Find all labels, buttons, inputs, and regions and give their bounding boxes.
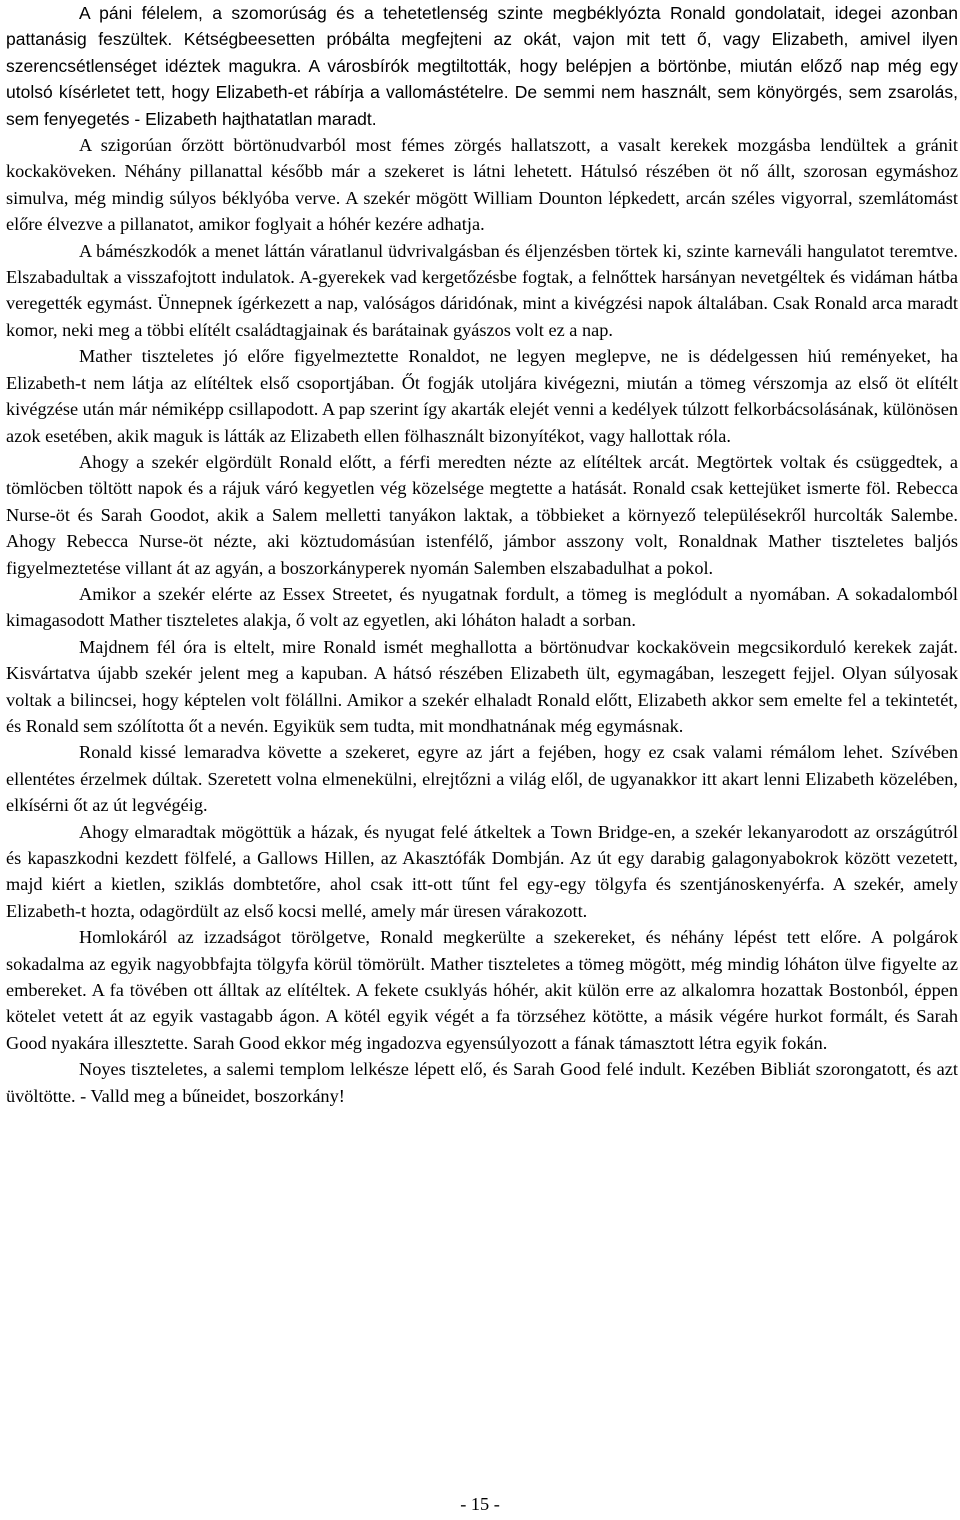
- paragraph-5: Ahogy a szekér elgördült Ronald előtt, a férfi meredten nézte az elítéltek arcát. Megtörtek voltak és csüggedtek, a tömlöcben töltött napok és a rájuk váró kegyetlen vég közelsége megtette a hatását. Ronald csak kettejüket ismerte föl. Rebecca Nurse-öt és Sarah Goodot, akik a Salem melletti tanyákon laktak, a többieket a környező településekről hurcolták Salembe. Ahogy Rebecca Nurse-öt nézte, aki köztudomásúan istenfélő, jámbor asszony volt, Ronaldnak Mather tiszteletes baljós figyelmeztetése villant át az agyán, a boszorkányperek nyomán Salemben elszabadulhat a pokol.: [6, 451, 958, 578]
- paragraph-6: Amikor a szekér elérte az Essex Streetet, és nyugatnak fordult, a tömeg is meglódult a nyomában. A sokadalomból kimagasodott Mather tiszteletes alakja, ő volt az egyetlen, aki lóháton haladt a sorban.: [6, 583, 958, 631]
- page-number: - 15 -: [460, 1494, 500, 1514]
- paragraph-9: Ahogy elmaradtak mögöttük a házak, és nyugat felé átkeltek a Town Bridge-en, a szekér lekanyarodott az országútról és kapaszkodni kezdett fölfelé, a Gallows Hillen, az Akasztófák Dombján. Az út egy darabig galagonyabokrok között vezetett, majd kiért a kietlen, sziklás dombtetőre, ahol csak itt-ott tűnt fel egy-egy tölgyfa és szentjánoskenyérfa. A szekér, amely Elizabeth-t hozta, odagördült az első kocsi mellé, amely már üresen várakozott.: [6, 821, 958, 921]
- paragraph-10: Homlokáról az izzadságot törölgetve, Ronald megkerülte a szekereket, és néhány lépést tett előre. A polgárok sokadalma az egyik nagyobbfajta tölgyfa körül tömörült. Mather tiszteletes a tömeg mögött, még mindig lóháton ülve figyelte az embereket. A fa tövében ott álltak az elítéltek. A fekete csuklyás hóhér, akit külön erre az alkalomra hozattak Bostonból, éppen kötelet vetett át az egyik vastagabb ágon. A kötél egyik végét a fa törzséhez kötötte, a másik végére hurkot formált, és Sarah Good nyakára illesztette. Sarah Good ekkor még ingadozva egyensúlyozott a fának támasztott létra egyik fokán.: [6, 927, 958, 1053]
- paragraph-8: Ronald kissé lemaradva követte a szekeret, egyre az járt a fejében, hogy ez csak valami rémálom lehet. Szívében ellentétes érzelmek dúltak. Szeretett volna elmenekülni, elrejtőzni a világ elől, de ugyanakkor itt akart lenni Elizabeth közelében, elkísérni őt az út legvégéig.: [6, 742, 958, 816]
- paragraph-1: A páni félelem, a szomorúság és a tehetetlenség szinte megbéklyózta Ronald gondolatait, idegei azonban pattanásig feszültek. Kétségbeesetten próbálta megfejteni az okát, vajon mit tett ő, vagy Elizabeth, amivel ilyen szerencsétlenséget idéztek magukra. A városbírók megtiltották, hogy belépjen a börtönbe, miután előző nap még egy utolsó kísérletet tett, hogy Elizabeth-et rábírja a vallomástételre. De semmi nem használt, sem könyörgés, sem zsarolás, sem fenyegetés - Elizabeth hajthatatlan maradt.: [6, 3, 958, 129]
- paragraph-2: A szigorúan őrzött börtönudvarból most fémes zörgés hallatszott, a vasalt kerekek mozgásba lendültek a gránit kockaköveken. Néhány pillanattal később már a szekeret is látni lehetett. Hátulsó részében öt nő állt, szorosan egymáshoz simulva, még mindig súlyos béklyóba verve. A szekér mögött William Dounton lépkedett, arcán széles vigyorral, szemlátomást előre élvezve a pillanatot, amikor foglyait a hóhér kezére adhatja.: [6, 135, 958, 235]
- paragraph-3: A bámészkodók a menet láttán váratlanul üdvrivalgásban és éljenzésben törtek ki, szinte karneváli hangulatot teremtve. Elszabadultak a visszafojtott indulatok. A-gyerekek vad kergetőzésbe fogtak, a felnőttek harsányan nevetgéltek és vidáman hátba veregették egymást. Ünnepnek ígérkezett a nap, valóságos dáridónak, mint a kivégzési napok általában. Csak Ronald arca maradt komor, neki meg a többi elítélt családtagjainak és barátainak gyászos volt ez a nap.: [6, 240, 958, 340]
- document-page: [6, 0, 958, 1109]
- paragraph-4: Mather tiszteletes jó előre figyelmeztette Ronaldot, ne legyen meglepve, ne is dédelgessen hiú reményeket, ha Elizabeth-t nem látja az elítéltek első csoportjában. Őt fogják utoljára kivégezni, miután a tömeg vérszomja az első öt elítélt kivégzése után már némiképp csillapodott. A pap szerint így akarták elejét venni a kedélyek túlzott felkorbácsolásának, különösen azok esetében, akik maguk is látták az Elizabeth ellen fölhasznált bizonyítékot, vagy hallottak róla.: [6, 346, 958, 446]
- paragraph-7: Majdnem fél óra is eltelt, mire Ronald ismét meghallotta a börtönudvar kockakövein megcsikorduló kerekek zaját. Kisvártatva újabb szekér jelent meg a kapuban. A hátsó részében Elizabeth ült, egymagában, leszegett fejjel. Olyan súlyosak voltak a bilincsei, hogy képtelen volt fölállni. Amikor a szekér elhaladt Ronald előtt, Elizabeth akkor sem emelte fel a tekintetét, és Ronald sem szólította őt a nevén. Egyikük sem tudta, mit mondhatnának még egymásnak.: [6, 636, 958, 736]
- paragraph-11: Noyes tiszteletes, a salemi templom lelkésze lépett elő, és Sarah Good felé indult. Kezében Bibliát szorongatott, és azt üvöltötte. - Valld meg a bűneidet, boszorkány!: [6, 1059, 958, 1106]
